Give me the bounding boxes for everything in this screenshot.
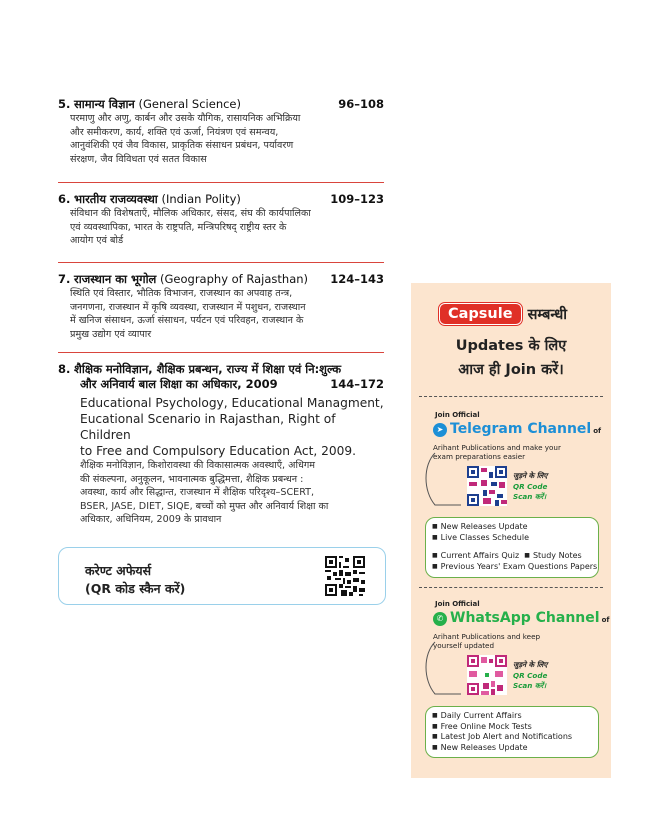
whatsapp-features-list <box>425 706 599 758</box>
subtitle-line: exam preparations easier <box>433 452 526 461</box>
telegram-join-label: Join Official <box>435 411 480 419</box>
topic-line: शैक्षिक मनोविज्ञान, किशोरावस्था की विकासात्मक अवस्थाएँ, अधिगम <box>80 460 316 471</box>
topic-line: और समीकरण, कार्य, शक्ति एवं ऊर्जा, नियंत्रण एवं समन्वय, <box>70 126 279 138</box>
chapter-title-hindi: भारतीय राजव्यवस्था <box>74 192 158 206</box>
subtitle-line: Arihant Publications and keep <box>433 632 541 641</box>
english-line: to Free and Compulsory Education Act, 2009. <box>80 444 357 458</box>
list-item: ■ Live Classes Schedule <box>432 533 592 544</box>
of-label: of <box>601 616 610 624</box>
chapter-number: 6. <box>58 192 71 206</box>
topic-line: परमाणु और अणु, कार्बन और उसके यौगिक, रासायनिक अभिक्रिया <box>70 113 301 124</box>
dashed-divider <box>419 396 603 397</box>
whatsapp-icon: ✆ <box>433 612 447 626</box>
list-item: ■ Previous Years' Exam Questions Papers <box>432 562 592 573</box>
topic-line: BSER, JASE, DIET, SIQE, बच्चों को मुफ्त और अनिवार्य शिक्षा का <box>80 500 329 512</box>
telegram-icon: ➤ <box>433 423 447 437</box>
toc-entry-heading <box>58 362 384 377</box>
scan-hint: जुड़ने के लिए <box>513 660 548 669</box>
page-range: 124–143 <box>330 272 384 286</box>
list-item: ■ Study Notes <box>524 551 581 560</box>
join-channel-panel <box>411 283 611 778</box>
current-affairs-title: करेण्ट अफेयर्स <box>85 563 152 578</box>
english-line: Educational Psychology, Educational Managment, <box>80 396 384 410</box>
scan-hint-cta: Scan करें। <box>513 492 547 501</box>
topic-line: स्थिति एवं विस्तार, भौतिक विभाजन, राजस्थान का अपवाह तन्त्र, <box>70 288 293 299</box>
telegram-channel-name: Telegram Channel <box>450 421 592 437</box>
toc-entry-heading-line2 <box>58 377 384 392</box>
chapter-title-english: (Indian Polity) <box>161 192 241 206</box>
topic-line: प्रमुख उद्योग एवं व्यापार <box>70 328 152 340</box>
list-item: ■ New Releases Update <box>432 522 592 533</box>
capsule-badge: Capsule <box>439 303 522 325</box>
topic-line: अवस्था, कार्य और सिद्धान्त, राजस्थान में शैक्षिक परिदृश्य–SCERT, <box>80 487 315 499</box>
topic-line: एवं व्यवस्थापिका, भारत के राष्ट्रपति, मन्त्रिपरिषद् राष्ट्रीय स्तर के <box>70 221 287 233</box>
toc-entry-heading <box>58 192 384 207</box>
curved-arrow-icon <box>421 451 461 511</box>
capsule-heading <box>439 303 567 327</box>
list-item: ■ Daily Current Affairs <box>432 711 592 722</box>
list-item: ■ Free Online Mock Tests <box>432 722 592 733</box>
topic-line: जनगणना, राजस्थान में कृषि व्यवस्था, राजस्थान में पशुधन, राजस्थान <box>70 301 306 313</box>
chapter-title-hindi: राजस्थान का भूगोल <box>74 272 157 286</box>
chapter-topics <box>58 459 384 527</box>
capsule-heading-text: सम्बन्धी <box>527 307 568 323</box>
topic-line: में खनिज संसाधन, ऊर्जा संसाधन, पर्यटन एवं परिवहन, राजस्थान के <box>70 315 304 327</box>
scan-hint-cta: Scan करें। <box>513 681 547 690</box>
whatsapp-qr-code[interactable] <box>467 655 507 699</box>
list-item: ■ New Releases Update <box>432 743 592 754</box>
list-item: ■ Current Affairs Quiz <box>432 551 519 560</box>
topic-line: संविधान की विशेषताएँ, मौलिक अधिकार, संसद, संघ की कार्यपालिका <box>70 208 311 219</box>
scan-hint-qr: QR Code <box>513 482 548 491</box>
toc-entry-5 <box>58 97 384 166</box>
toc-entry-6 <box>58 192 384 248</box>
toc-entry-7 <box>58 272 384 341</box>
topic-line: अधिकार, अधिनियम, 2009 के प्रावधान <box>80 514 222 526</box>
divider <box>58 262 384 263</box>
divider <box>58 182 384 183</box>
toc-entry-8 <box>58 362 384 527</box>
whatsapp-join-label: Join Official <box>435 600 480 608</box>
subtitle-line: Arihant Publications and make your <box>433 443 561 452</box>
topic-line: आनुवंशिकी एवं जैव विकास, प्राकृतिक संसाधन प्रबंधन, पर्यावरण <box>70 140 294 152</box>
divider <box>58 352 384 353</box>
chapter-title-hindi-cont: और अनिवार्य बाल शिक्षा का अधिकार, 2009 <box>80 377 278 391</box>
curved-arrow-icon <box>421 640 461 700</box>
topic-line: की संकल्पना, अनुकूलन, भावनात्मक बुद्धिमत्ता, शैक्षिक प्रबन्धन : <box>80 473 304 485</box>
qr-code-icon[interactable] <box>325 556 365 596</box>
join-today-heading: आज ही Join करें। <box>458 362 564 378</box>
list-row <box>432 543 592 562</box>
dashed-divider <box>419 587 603 588</box>
chapter-title-hindi: शैक्षिक मनोविज्ञान, शैक्षिक प्रबन्धन, राज्य में शिक्षा एवं नि:शुल्क <box>74 362 342 376</box>
current-affairs-box[interactable] <box>58 547 386 605</box>
chapter-title-hindi: सामान्य विज्ञान <box>74 97 135 111</box>
english-line: Eucational Scenario in Rajasthan, Right of Children <box>80 412 336 442</box>
chapter-title-english: (General Science) <box>138 97 241 111</box>
page-range: 144–172 <box>330 377 384 391</box>
chapter-topics <box>58 287 384 341</box>
scan-hint: जुड़ने के लिए <box>513 471 548 480</box>
whatsapp-channel-title[interactable] <box>433 610 609 626</box>
page-range: 96–108 <box>338 97 384 111</box>
scan-hint-qr: QR Code <box>513 671 548 680</box>
toc-entry-heading <box>58 97 384 112</box>
chapter-topics <box>58 207 384 248</box>
telegram-qr-code[interactable] <box>467 466 507 510</box>
telegram-features-list <box>425 517 599 578</box>
current-affairs-scan-hint: (QR कोड स्कैन करें) <box>85 581 186 596</box>
chapter-number: 5. <box>58 97 71 111</box>
subtitle-line: yourself updated <box>433 641 495 650</box>
chapter-title-english: (Geography of Rajasthan) <box>160 272 309 286</box>
updates-heading: Updates के लिए <box>455 338 567 354</box>
telegram-channel-title[interactable] <box>433 421 601 437</box>
chapter-number: 7. <box>58 272 71 286</box>
chapter-topics <box>58 112 384 166</box>
page-range: 109–123 <box>330 192 384 206</box>
chapter-number: 8. <box>58 362 71 376</box>
topic-line: आयोग एवं बोर्ड <box>70 235 124 247</box>
of-label: of <box>593 427 602 435</box>
list-item: ■ Latest Job Alert and Notifications <box>432 732 592 743</box>
toc-entry-heading <box>58 272 384 287</box>
whatsapp-channel-name: WhatsApp Channel <box>450 610 600 626</box>
topic-line: संरक्षण, जैव विविधता एवं सतत विकास <box>70 153 207 165</box>
chapter-title-english <box>58 395 384 459</box>
